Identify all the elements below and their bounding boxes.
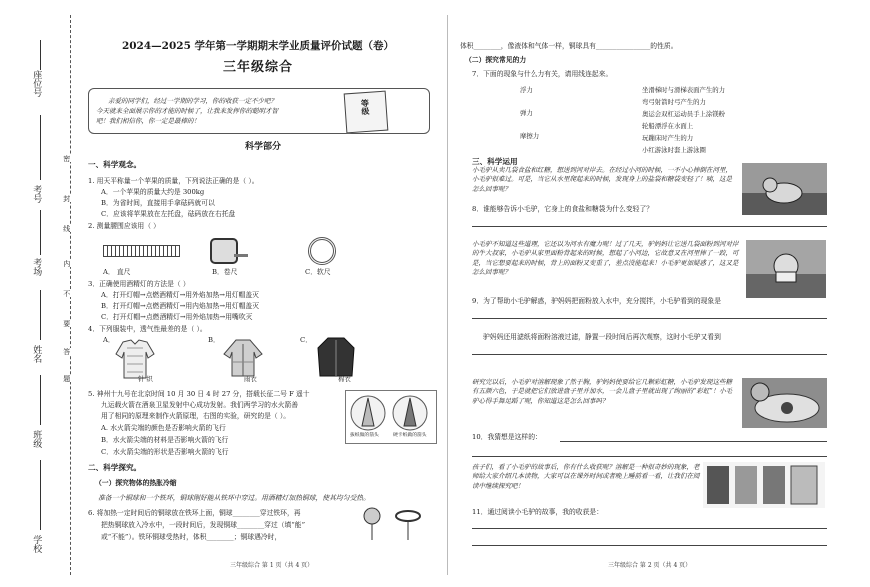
q2-option-a: A． 直尺 <box>103 268 131 276</box>
q10: 10．我猜想是这样的： <box>472 433 542 441</box>
q5-line-2: 九运载火箭在酒泉卫星发射中心成功发射。我们两学习的水火箭善 <box>101 401 299 409</box>
greeting-line-3: 吧！我们相信你，你一定是最棒的！ <box>96 117 200 125</box>
phenomenon-3: 奥运会双杠运动员手上涂镁粉 <box>642 110 726 118</box>
tape-measure-strip <box>234 254 248 257</box>
rocket-caption-1: 拔纸做的箭头 <box>350 433 379 438</box>
page-2-footer: 三年级综合 第 2 页（共 4 页） <box>608 562 692 569</box>
story-3: 研究完以后，小毛驴对溶解现象了然于胸，驴妈妈使要给它几颗彩虹糖，小毛驴发现这些糖有五颜六色，于是就把它们放进盘子里并加水，一会儿盘子里就出现了绚丽的“彩虹”！小毛驴心得手舞足蹈了呢，你知道这是怎么回事吗？ <box>472 378 733 405</box>
coat-image <box>316 336 356 378</box>
q7: 7．下面的现象与什么力有关，请用线连起来。 <box>472 70 613 78</box>
seat-line <box>40 40 41 70</box>
q9-answer-line-1[interactable] <box>472 318 827 319</box>
greeting-line-1: 亲爱的同学们，经过一学期的学习，你的收获一定不少吧？ <box>108 97 277 105</box>
section-2-heading: 二、科学探究。 <box>88 463 142 472</box>
subsection-forces: （二）探究常见的力 <box>465 56 527 64</box>
name-line <box>40 290 41 340</box>
rocket-caption-2: 硬卡纸做的箭头 <box>393 433 427 438</box>
story-4: 孩子们，看了小毛驴的故事后，你有什么收获呢？溶解是一种很奇妙的现象，老师给大家介绍几本读物，大家可以在课外时间或者晚上睡前看一看，让我们在阅读中继续探究吧！ <box>472 463 700 490</box>
page-divider <box>447 15 448 575</box>
story-1: 小毛驴从卖几袋食盐和红糖，想送到河对岸去。在经过小河的时候，一不小心摔倒在河里，小毛驴很难过。可是，当它从水里爬起来的时候，发现身上的盐袋和糖袋变轻了！咦，这是怎么回事呢？ <box>472 166 732 193</box>
subsection-heat-expansion: （一）探究物体的热胀冷缩 <box>95 479 177 487</box>
seat-label: 座位号 <box>31 70 42 97</box>
q2-option-b: B．卷尺 <box>212 268 238 276</box>
rainbow-candy-image <box>742 378 827 428</box>
q9-continued: 驴妈妈还用滤纸将面粉溶液过滤，静置一段时间后再次观察，这时小毛驴又看到 <box>483 333 721 341</box>
q9: 9．为了帮助小毛驴解惑，驴妈妈把面粉放入水中，充分搅拌，小毛驴看到的现象是 <box>472 297 722 305</box>
q3-option-b: B．打开灯帽→点燃酒精灯→用内焰加热→用灯帽盖灭 <box>101 302 260 310</box>
grade-box <box>344 91 389 134</box>
q4-option-c: C． <box>300 336 312 344</box>
q10-answer-line-2[interactable] <box>472 456 827 457</box>
q5-option-a: A. 水火箭尖端的颜色是否影响火箭的飞行 <box>101 424 226 432</box>
force-3: 摩擦力 <box>520 132 540 140</box>
intro-text: 准备一个铜球和一个铁环，铜球刚好能从铁环中穿过。用酒精灯加热铜球，使其均匀受热。 <box>98 494 370 502</box>
room-label: 考场 <box>31 258 42 276</box>
q11-answer-line-2[interactable] <box>472 545 827 546</box>
section-3-heading: 三、科学运用 <box>472 157 518 166</box>
seal-char: 封 <box>62 195 71 202</box>
q1-option-b: B．为省时间，直接用手拿砝码就可以 <box>101 199 215 207</box>
q6-line-2: 把热铜球放入冷水中，一段时间后，发现铜球________穿过（填“能” <box>101 521 306 529</box>
science-part-title: 科学部分 <box>245 142 282 152</box>
sweater-image <box>115 338 155 380</box>
room-line <box>40 210 41 255</box>
number-label: 考号 <box>31 185 42 203</box>
school-label: 学校 <box>31 535 42 553</box>
donkey-flour-image <box>746 240 826 298</box>
q4: 4．下列服装中，透气性最差的是（ ）。 <box>88 325 207 333</box>
q11-answer-line-1[interactable] <box>472 528 827 529</box>
q4-caption-c: 棉衣 <box>338 375 351 383</box>
class-line <box>40 375 41 425</box>
q1-option-c: C．应该将苹果放在左托盘，砝码放在右托盘 <box>101 210 236 218</box>
q5-option-b: B．水火箭尖端的材料是否影响火箭的飞行 <box>101 436 229 444</box>
rocket-tips-image <box>350 394 430 432</box>
story-2: 小毛驴不知道这些道理，它还以为河水有魔力呢！过了几天，驴妈妈让它送几袋面粉到河对岸的牛大叔家，小毛驴从家里面粉背起来的时候，想起了小河边，它故意又在河里摔了一跤，可是，当它想要起来的时候，背上的面粉又变重了，差点没能起来！小毛驴更加疑惑了，这又是怎么回事呢？ <box>472 240 739 277</box>
phenomenon-1: 坐滑梯时与滑梯表面产生的力 <box>642 86 726 94</box>
ruler-image <box>103 245 180 257</box>
exam-title: 2024—2025 学年第一学期期末学业质量评价试题（卷） <box>121 40 395 52</box>
q3-option-c: C．打开灯帽→点燃酒精灯→用外焰加热→用嘴吹灭 <box>101 313 253 321</box>
grade-box-label: 等级 <box>360 98 372 116</box>
q6-line-4: 体积________，像液体和气体一样，铜球具有________________的性质。 <box>460 42 678 50</box>
q10-answer-line-1[interactable] <box>560 441 827 442</box>
q3-option-a: A．打开灯帽→点燃酒精灯→用外焰加热→用灯帽盖灭 <box>101 291 259 299</box>
q6-line-1: 6. 将加热一定时间后的铜球放在铁环上面，铜球________穿过铁环，再 <box>88 509 301 517</box>
force-2: 弹力 <box>520 109 533 117</box>
q5-line-3: 用了相同的原理来制作火箭原理，右图的实验，研究的是（ ）。 <box>101 412 291 420</box>
tape-measure-image <box>210 238 238 264</box>
q4-option-b: B． <box>208 336 220 344</box>
q2: 2. 测量腰围应该用（ ） <box>88 222 160 230</box>
phenomenon-2: 弯弓射箭时弓产生的力 <box>642 98 706 106</box>
exam-subtitle: 三年级综合 <box>222 60 293 75</box>
q1-option-a: A．一个苹果的质量大约是 300kg <box>101 188 205 196</box>
books-image <box>703 462 825 508</box>
seal-char: 要 <box>62 320 71 327</box>
phenomenon-5: 玩蹦床时产生的力 <box>642 134 694 142</box>
seal-char: 不 <box>62 290 71 297</box>
seal-char: 题 <box>62 375 71 382</box>
class-label: 班级 <box>31 430 42 448</box>
q1: 1. 用天平称量一个苹果的质量，下列说法正确的是（ ）。 <box>88 177 259 185</box>
number-line <box>40 115 41 180</box>
q5-option-c: C．水火箭尖端的形状是否影响火箭的飞行 <box>101 448 229 456</box>
q11: 11．通过阅读小毛驴的故事，我的收获是： <box>472 508 603 516</box>
school-line <box>40 460 41 530</box>
soft-tape-image <box>308 237 336 265</box>
q8: 8．谁能够告诉小毛驴，它身上的食盐和糖袋为什么变轻了？ <box>472 205 654 213</box>
seal-char: 密 <box>62 155 71 162</box>
force-1: 浮力 <box>520 86 533 94</box>
page-1-footer: 三年级综合 第 1 页（共 4 页） <box>230 562 314 569</box>
seal-char: 线 <box>62 225 71 232</box>
raincoat-image <box>222 338 264 378</box>
phenomenon-4: 轮船漂浮在水面上 <box>642 122 694 130</box>
greeting-line-2: 今天就来全面展示你的才能的时候了，让我来发挥你的聪明才智 <box>96 107 278 115</box>
q8-answer-line[interactable] <box>472 226 827 227</box>
q2-option-c: C．软尺 <box>305 268 331 276</box>
q6-line-3: 或“不能”）。铁环铜球受热时，体积________；铜球遇冷时， <box>101 533 282 541</box>
q3: 3．正确使用酒精灯的方法是（ ） <box>88 280 190 288</box>
q4-caption-a: 针 织 <box>138 375 153 383</box>
seal-char: 内 <box>62 260 71 267</box>
q5-line-1: 5. 神州十九号在北京时间 10 月 30 日 4 时 27 分，搭载长征二号 F 遥十 <box>88 390 310 398</box>
section-1-heading: 一、科学观念。 <box>88 160 142 169</box>
name-label: 姓名 <box>31 345 42 363</box>
donkey-river-image <box>742 163 827 215</box>
phenomenon-6: 小红游泳时套上游泳圈 <box>642 146 706 154</box>
seal-char: 答 <box>62 348 71 355</box>
q4-caption-b: 雨衣 <box>244 375 257 383</box>
ball-ring-image <box>360 502 430 542</box>
q4-option-a: A． <box>103 336 115 344</box>
q9-answer-line-2[interactable] <box>472 354 827 355</box>
